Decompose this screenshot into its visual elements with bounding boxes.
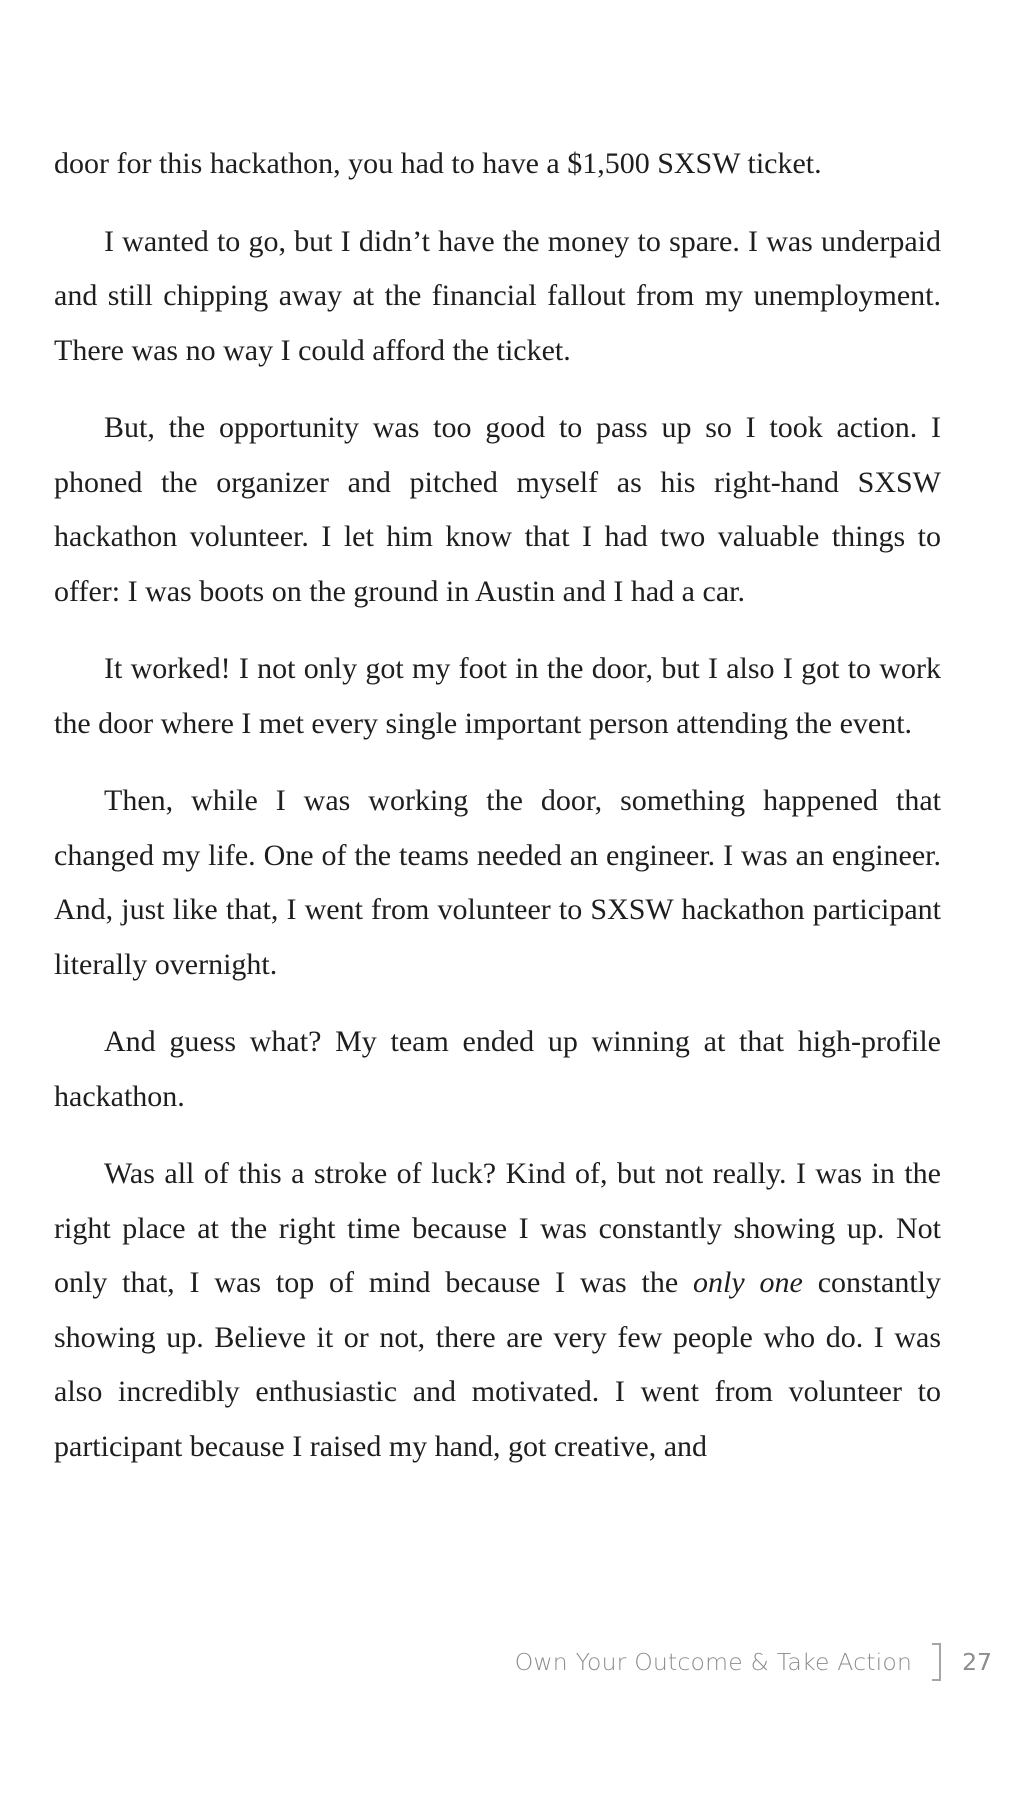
paragraph-7-text-after: constantly showing up. Believe it or not, there are very few people who do. I was also incredibly enthusiastic and motivated. I went from volunteer to participant because I raised my hand, got creative, and (54, 1266, 942, 1463)
paragraph-6: And guess what? My team ended up winning at that high-profile hackathon. (54, 1025, 941, 1113)
page-footer (515, 1640, 992, 1684)
paragraph-1: door for this hackathon, you had to have a $1,500 SXSW ticket. (54, 147, 822, 180)
running-title: Own Your Outcome & Take Action (514, 1648, 913, 1676)
paragraph-3: But, the opportunity was too good to pass up so I took action. I phoned the organizer and pitched myself as his right-hand SXSW hackathon volunteer. I let him know that I had two valuable things to offer: I was boots on the ground in Austin and I had a car. (54, 411, 941, 608)
paragraph-4: It worked! I not only got my foot in the door, but I also I got to work the door where I met every single important person attending the event. (54, 652, 941, 740)
page-number: 27 (962, 1648, 992, 1676)
footer-bracket-divider (932, 1643, 941, 1681)
page-body (54, 137, 941, 1497)
paragraph-5: Then, while I was working the door, something happened that changed my life. One of the teams needed an engineer. I was an engineer. And, just like that, I went from volunteer to SXSW hackathon participant literally overnight. (54, 784, 941, 981)
paragraph-7-emphasis: only one (693, 1266, 803, 1299)
paragraph-2: I wanted to go, but I didn’t have the money to spare. I was underpaid and still chipping away at the financial fallout from my unemployment. There was no way I could afford the ticket. (54, 224, 941, 367)
paragraph-7-text-before: Was all of this a stroke of luck? Kind of, but not really. I was in the right place at the right time because I was constantly showing up. Not only that, I was top of mind because I was the (54, 1157, 941, 1299)
paragraph-7 (54, 1147, 941, 1474)
